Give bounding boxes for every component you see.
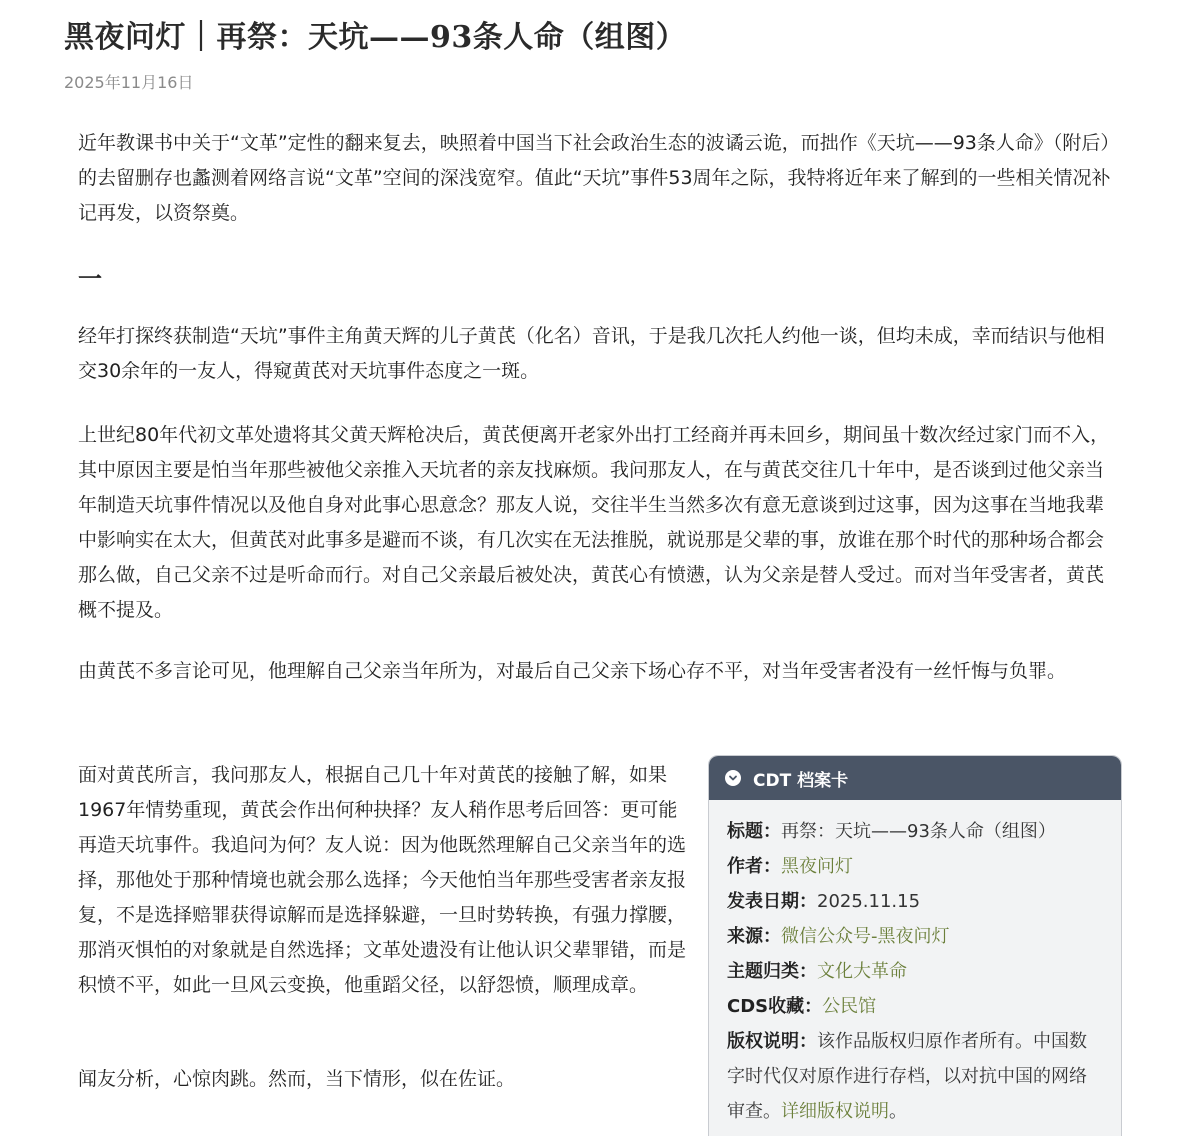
copyright-period: 。 [889, 1101, 907, 1122]
copyright-label: 版权说明： [727, 1031, 817, 1052]
cdt-card-toggle[interactable] [709, 756, 1121, 800]
paragraph: 面对黄芪所言，我问那友人，根据自己几十年对黄芪的接触了解，如果1967年情势重现，黄芪会作出何种抉择？友人稍作思考后回答：更可能再造天坑事件。我追问为何？友人说：因为他既然理解自己父亲当年的选择，那他处于那种情境也就会那么选择；今天他怕当年那些受害者亲友报复，不是选择赔罪获得谅解而是选择躲避，一旦时势转换，有强力撑腰，那消灭惧怕的对象就是自然选择；文革处遗没有让他认识父辈罪错，而是积愤不平，如此一旦风云变换，他重蹈父径，以舒怨愤，顺理成章。 [78, 764, 687, 996]
date-value: 2025.11.15 [817, 891, 921, 912]
topic-label: 主题归类： [727, 961, 817, 982]
author-label: 作者： [727, 856, 781, 877]
cdt-card-body [709, 800, 1121, 1129]
paragraph-intro: 近年教课书中关于“文革”定性的翻来复去，映照着中国当下社会政治生态的波谲云诡，而拙作《天坑——93条人命》（附后）的去留删存也蠡测着网络言说“文革”空间的深浅宽窄。值此“天坑”事件53周年之际，我特将近年来了解到的一些相关情况补记再发，以资祭奠。 [78, 132, 1120, 224]
paragraph: 由黄芪不多言论可见，他理解自己父亲当年所为，对最后自己父亲下场心存不平，对当年受害者没有一丝忏悔与负罪。 [78, 660, 1067, 682]
card-row-date [727, 884, 1103, 919]
card-row-cds [727, 989, 1103, 1024]
card-row-title [727, 814, 1103, 849]
copyright-text: 该作品版权归原作者所有。中国数字时代仅对原作进行存档，以对抗中国的网络审查。 [727, 1031, 1087, 1122]
card-row-author [727, 849, 1103, 884]
section-heading: 一 [78, 265, 102, 293]
source-link[interactable]: 微信公众号-黑夜问灯 [781, 926, 950, 947]
card-row-topic [727, 954, 1103, 989]
article-date: 2025年11月16日 [64, 73, 194, 92]
card-row-source [727, 919, 1103, 954]
author-link[interactable]: 黑夜问灯 [781, 856, 853, 877]
cds-link[interactable]: 公民馆 [822, 996, 877, 1017]
cds-label: CDS收藏： [727, 996, 823, 1017]
topic-link[interactable]: 文化大革命 [817, 961, 907, 982]
chevron-down-icon [725, 770, 741, 786]
cdt-card-title: CDT 档案卡 [753, 770, 849, 791]
cdt-archive-card [708, 755, 1122, 1136]
paragraph: 经年打探终获制造“天坑”事件主角黄天辉的儿子黄芪（化名）音讯，于是我几次托人约他一谈，但均未成，幸而结识与他相交30余年的一友人，得窥黄芪对天坑事件态度之一斑。 [78, 325, 1105, 382]
date-label: 发表日期： [727, 891, 817, 912]
title-value: 再祭：天坑——93条人命（组图） [781, 821, 1056, 842]
copyright-details-link[interactable]: 详细版权说明 [781, 1101, 889, 1122]
paragraph: 上世纪80年代初文革处遗将其父黄天辉枪决后，黄芪便离开老家外出打工经商并再未回乡，期间虽十数次经过家门而不入，其中原因主要是怕当年那些被他父亲推入天坑者的亲友找麻烦。我问那友人，在与黄芪交往几十年中，是否谈到过他父亲当年制造天坑事件情况以及他自身对此事心思意念？那友人说，交往半生当然多次有意无意谈到过这事，因为这事在当地我辈中影响实在太大，但黄芪对此事多是避而不谈，有几次实在无法推脱，就说那是父辈的事，放谁在那个时代的那种场合都会那么做，自己父亲不过是听命而行。对自己父亲最后被处决，黄芪心有愤懑，认为父亲是替人受过。而对当年受害者，黄芪概不提及。 [78, 424, 1110, 621]
card-row-copyright [727, 1024, 1103, 1129]
title-label: 标题： [727, 821, 781, 842]
article-title: 黑夜问灯｜再祭：天坑——93条人命（组图） [64, 20, 687, 55]
paragraph: 闻友分析，心惊肉跳。然而，当下情形，似在佐证。 [78, 1068, 516, 1090]
source-label: 来源： [727, 926, 781, 947]
